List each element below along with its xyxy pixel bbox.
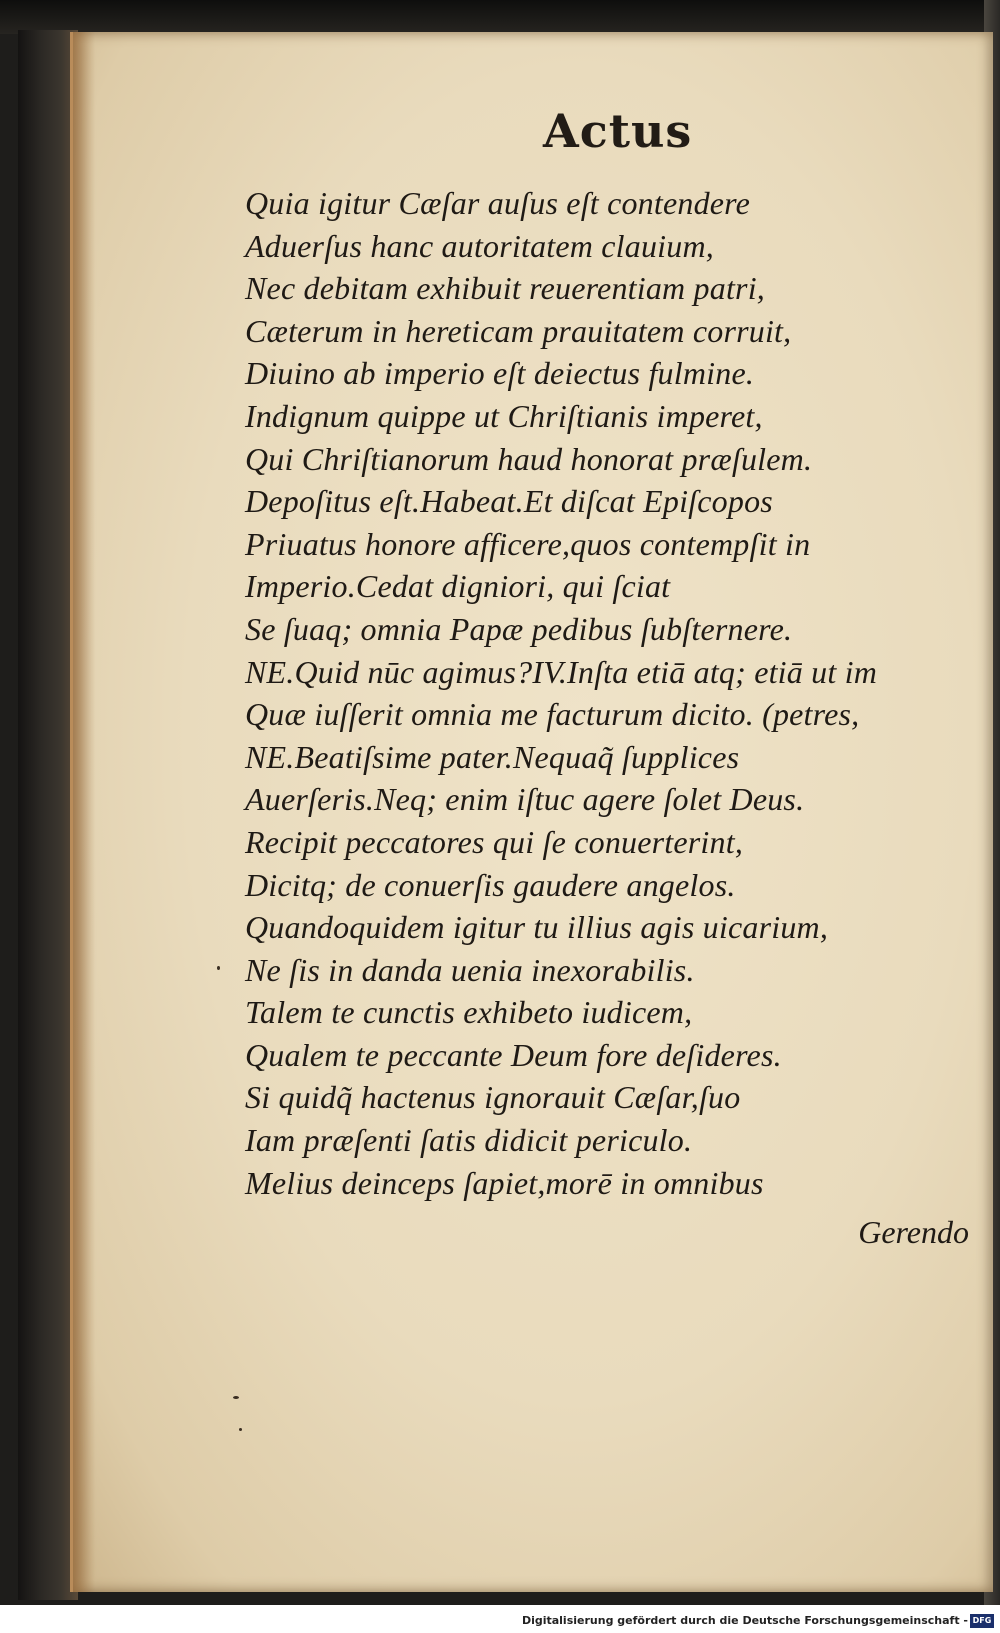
verse-line: Melius deinceps ſapiet,morē in omnibus: [245, 1164, 764, 1201]
verse-line: Nec debitam exhibuit reuerentiam patri,: [245, 270, 765, 307]
verse-line: Diuino ab imperio eſt deiectus fulmine.: [245, 355, 755, 392]
book-top-edge: [0, 0, 1000, 34]
footer-band: [0, 1605, 1000, 1633]
paper-speck: [239, 1428, 242, 1431]
verse-line: Aduerſus hanc autoritatem clauium,: [245, 227, 714, 264]
verse-line: Qui Chriſtianorum haud honorat præſulem.: [245, 440, 813, 477]
catchword: Gerendo: [858, 1214, 969, 1250]
verse-line: Si quidq̃ hactenus ignorauit Cæſar,ſuo: [245, 1079, 741, 1116]
page-gutter-shadow: [73, 32, 95, 1592]
verse-line: Indignum quippe ut Chriſtianis imperet,: [245, 397, 763, 434]
verse-line: NE.Beatiſsime pater.Nequaq̃ ſupplices: [245, 738, 740, 775]
verse-line: Cæterum in hereticam prauitatem corruit,: [245, 312, 792, 349]
verse-text-block: [245, 182, 975, 1204]
dfg-logo: DFG: [970, 1614, 994, 1628]
paper-speck: [233, 1396, 239, 1399]
verse-line: Qualem te peccante Deum fore deſideres.: [245, 1036, 782, 1073]
verse-line: Imperio.Cedat digniori, qui ſciat: [245, 568, 671, 605]
verse-line: Quæ iuſſerit omnia me facturum dicito. (petres,: [245, 696, 860, 733]
verse-line: Quandoquidem igitur tu illius agis uicarium,: [245, 909, 829, 946]
running-head: Actus: [543, 104, 693, 158]
verse-line: Iam præſenti ſatis didicit periculo.: [245, 1122, 693, 1159]
verse-line: NE.Quid nūc agimus?IV.Inſta etiā atq; etiā ut im: [245, 653, 878, 690]
verse-line: Se ſuaq; omnia Papæ pedibus ſubſternere.: [245, 610, 793, 647]
verse-line: Ne ſis in danda uenia inexorabilis.: [245, 951, 695, 988]
verse-line: Priuatus honore afficere,quos contempſit in: [245, 525, 811, 562]
verse-line: Recipit peccatores qui ſe conuerterint,: [245, 823, 744, 860]
verse-line: Auerſeris.Neq; enim iſtuc agere ſolet Deus.: [245, 781, 805, 818]
verse-line: Quia igitur Cæſar auſus eſt contendere: [245, 185, 751, 221]
paper-speck: [217, 966, 220, 970]
verse-line: Depoſitus eſt.Habeat.Et diſcat Epiſcopos: [245, 483, 773, 520]
digitization-credit: Digitalisierung gefördert durch die Deutsche Forschungsgemeinschaft -: [521, 1614, 968, 1627]
verse-line: Dicitq; de conuerſis gaudere angelos.: [245, 866, 736, 903]
book-spine-edge: [18, 30, 78, 1600]
verse-line: Talem te cunctis exhibeto iudicem,: [245, 994, 693, 1031]
paper-page: [70, 32, 993, 1592]
